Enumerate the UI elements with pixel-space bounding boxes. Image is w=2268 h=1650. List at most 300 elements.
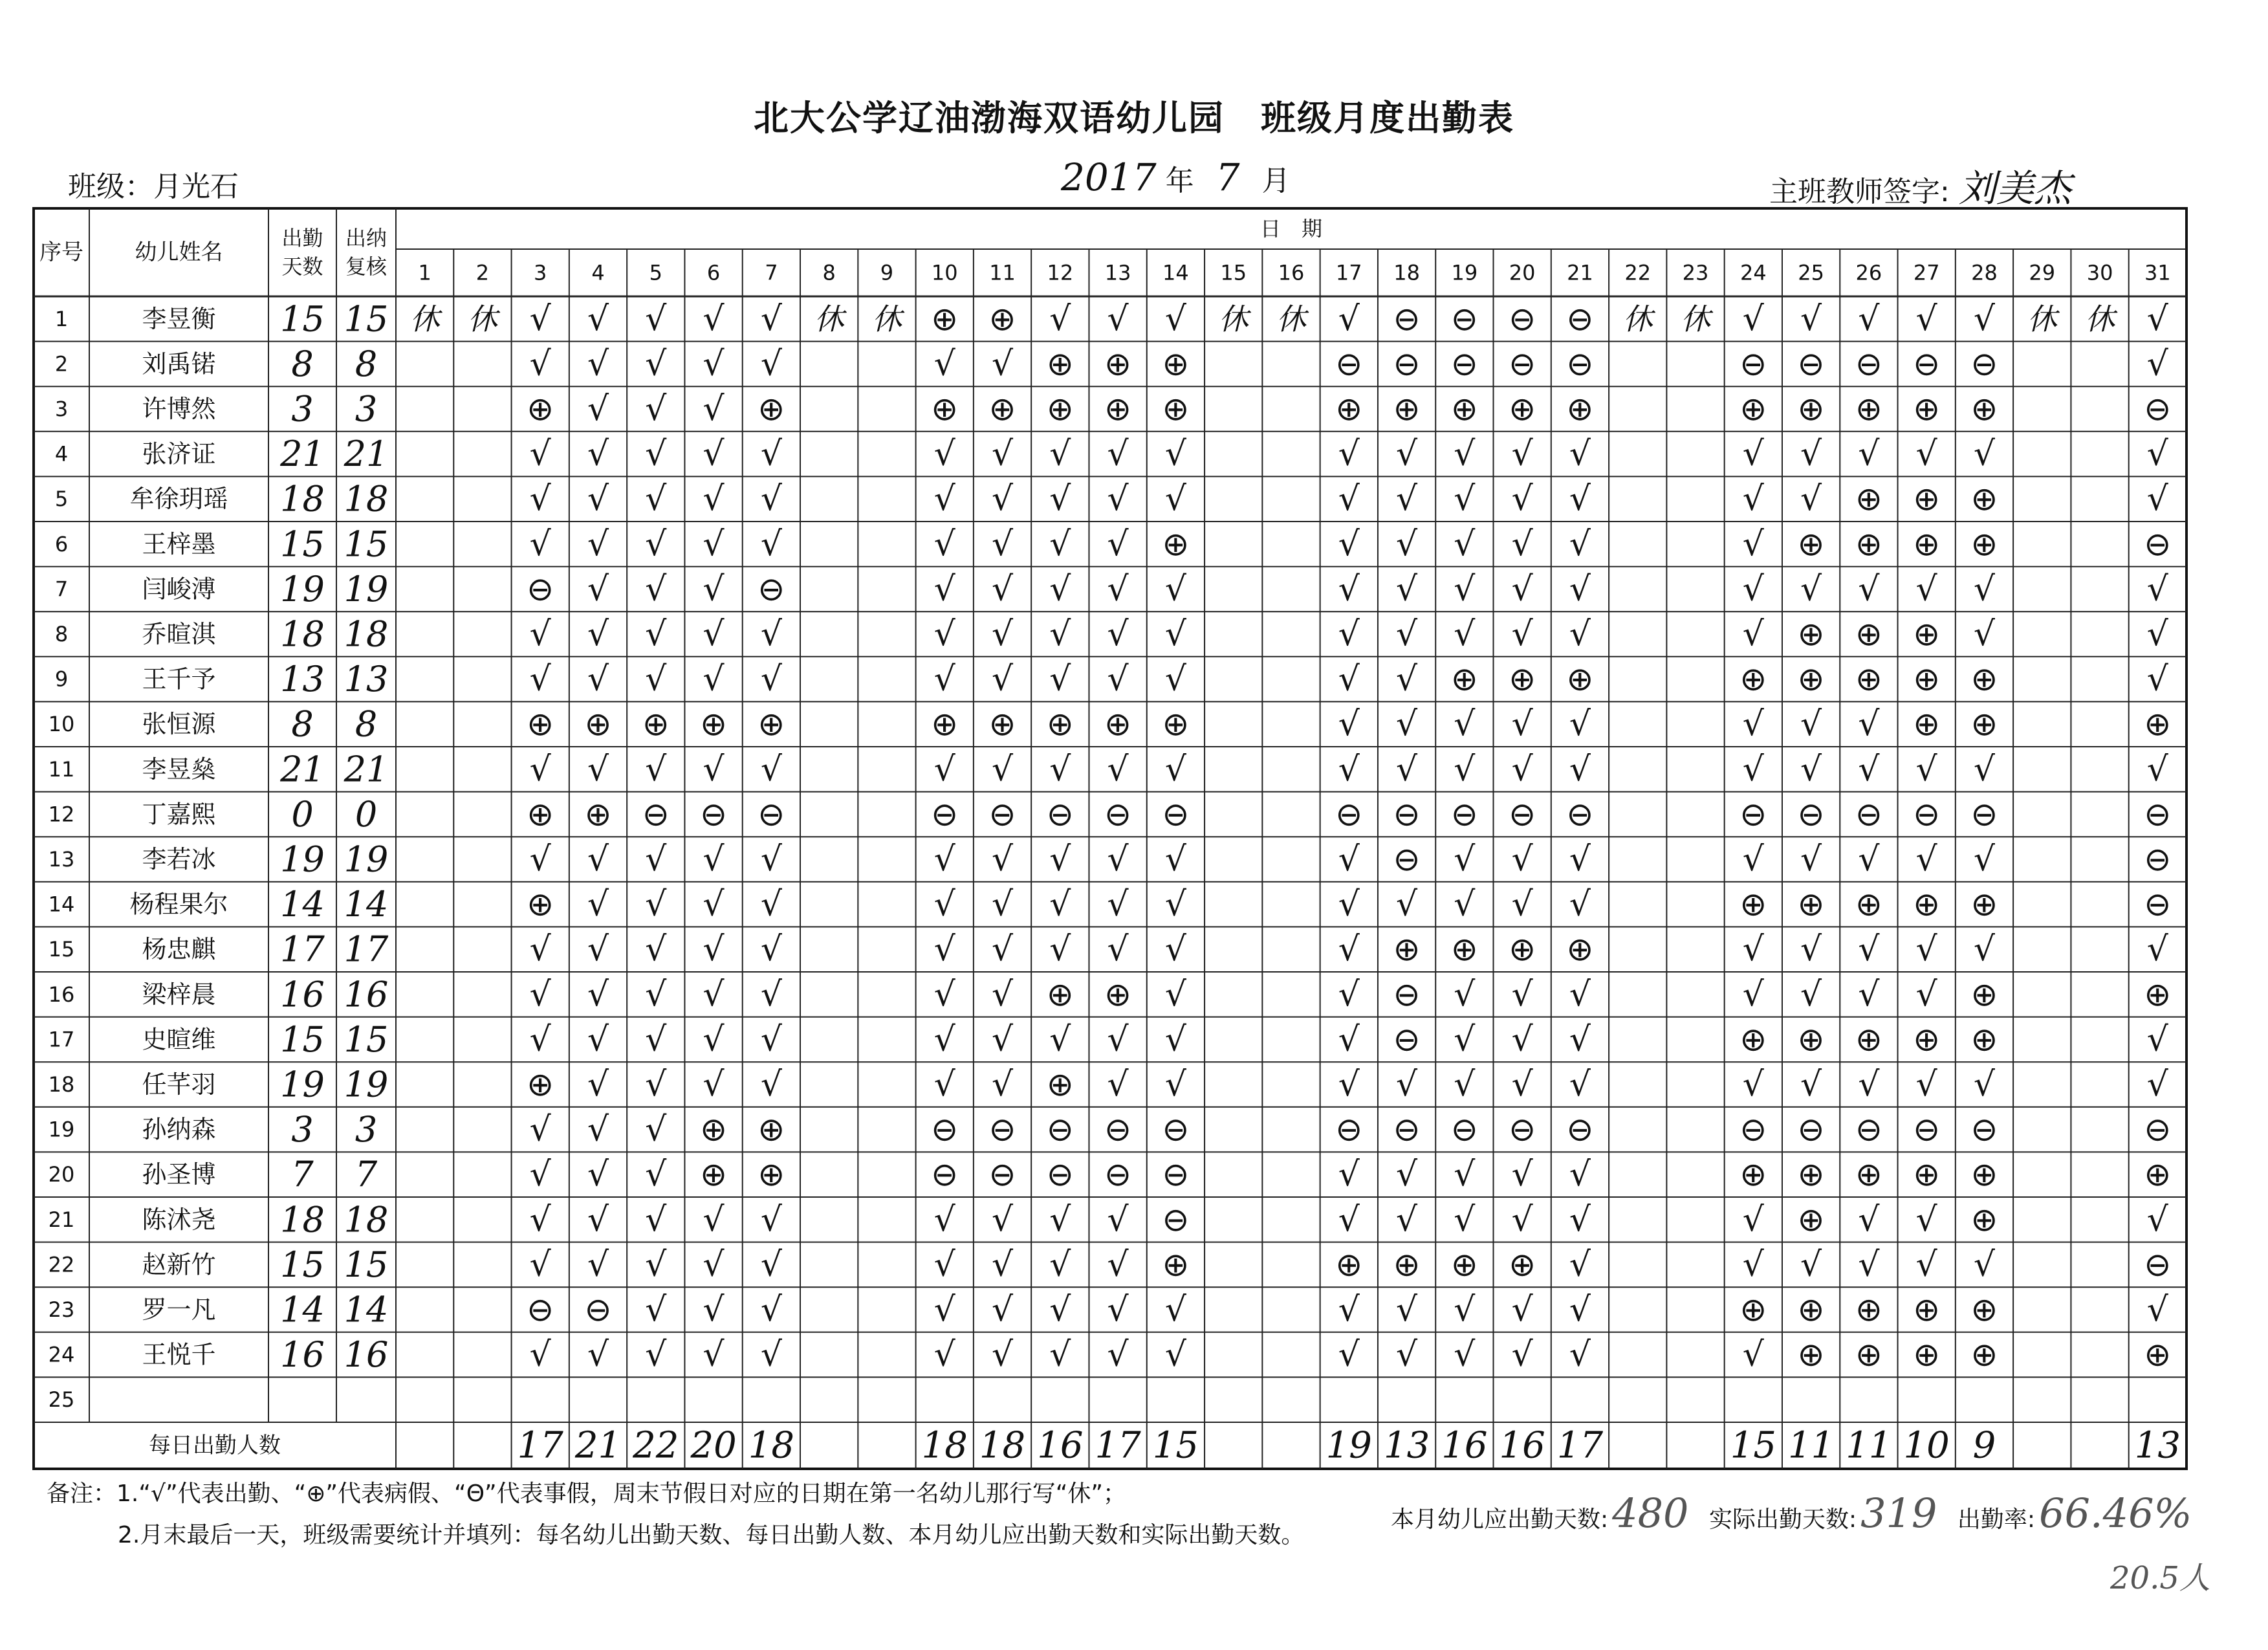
present-mark: √ — [1858, 1065, 1880, 1104]
daily-total-value: 22 — [633, 1424, 679, 1467]
date-number: 4 — [591, 260, 605, 285]
present-mark: √ — [933, 749, 955, 789]
present-mark: √ — [703, 434, 725, 474]
personal-leave-mark: ⊖ — [1509, 345, 1536, 383]
present-mark: √ — [760, 974, 782, 1014]
present-mark: √ — [1915, 840, 1937, 879]
personal-leave-mark: ⊖ — [1739, 795, 1767, 833]
personal-leave-mark: ⊖ — [527, 570, 554, 608]
row-seq: 10 — [48, 712, 75, 737]
personal-leave-mark: ⊖ — [1046, 1110, 1074, 1149]
personal-leave-mark: ⊖ — [931, 1110, 959, 1149]
sick-leave-mark: ⊕ — [1450, 1246, 1478, 1284]
present-mark: √ — [1107, 479, 1129, 519]
present-mark: √ — [933, 840, 955, 879]
personal-leave-mark: ⊖ — [1393, 841, 1421, 878]
present-mark: √ — [1396, 705, 1418, 744]
sick-leave-mark: ⊕ — [1855, 525, 1882, 563]
present-mark: √ — [587, 434, 609, 474]
sick-leave-mark: ⊕ — [1970, 1200, 1998, 1238]
sick-leave-mark: ⊕ — [1393, 930, 1421, 969]
present-mark: √ — [645, 930, 667, 969]
present-mark: √ — [1164, 1020, 1186, 1059]
daily-total-value: 15 — [1730, 1424, 1776, 1467]
present-mark: √ — [587, 344, 609, 384]
present-mark: √ — [529, 524, 551, 564]
present-mark: √ — [1164, 749, 1186, 789]
sick-leave-mark: ⊕ — [1913, 885, 1941, 923]
attendance-days: 18 — [280, 613, 325, 655]
present-mark: √ — [991, 840, 1014, 879]
row-seq: 6 — [54, 531, 69, 556]
present-mark: √ — [991, 930, 1014, 969]
present-mark: √ — [703, 344, 725, 384]
present-mark: √ — [1858, 1200, 1880, 1239]
sick-leave-mark: ⊕ — [1104, 975, 1132, 1013]
present-mark: √ — [1569, 1335, 1591, 1374]
row-seq: 15 — [48, 937, 75, 962]
sick-leave-mark: ⊕ — [1797, 1336, 1825, 1374]
sick-leave-mark: ⊕ — [1739, 1156, 1767, 1194]
date-number: 27 — [1913, 260, 1940, 285]
present-mark: √ — [933, 479, 955, 519]
sick-leave-mark: ⊕ — [2144, 1336, 2172, 1374]
present-mark: √ — [1742, 749, 1764, 789]
sick-leave-mark: ⊕ — [1913, 705, 1941, 743]
child-name: 刘禹锘 — [142, 349, 216, 379]
sick-leave-mark: ⊕ — [1797, 1156, 1825, 1194]
present-mark: √ — [1396, 1335, 1418, 1374]
personal-leave-mark: ⊖ — [527, 1291, 554, 1328]
sick-leave-mark: ⊕ — [2144, 705, 2172, 743]
row-seq: 18 — [48, 1072, 75, 1097]
present-mark: √ — [1511, 749, 1533, 789]
present-mark: √ — [703, 749, 725, 789]
present-mark: √ — [1511, 569, 1533, 609]
present-mark: √ — [645, 344, 667, 384]
present-mark: √ — [1742, 434, 1764, 474]
personal-leave-mark: ⊖ — [1566, 300, 1594, 338]
present-mark: √ — [1107, 659, 1129, 699]
personal-leave-mark: ⊖ — [2144, 841, 2172, 878]
daily-total-label: 每日出勤人数 — [149, 1433, 281, 1458]
personal-leave-mark: ⊖ — [1393, 345, 1421, 383]
present-mark: √ — [1800, 749, 1822, 789]
sick-leave-mark: ⊕ — [1739, 885, 1767, 923]
sick-leave-mark: ⊕ — [700, 1110, 728, 1149]
present-mark: √ — [991, 659, 1014, 699]
row-seq: 24 — [48, 1342, 75, 1367]
daily-total-value: 16 — [1037, 1424, 1084, 1467]
review-days: 13 — [343, 659, 389, 700]
present-mark: √ — [1569, 885, 1591, 924]
attendance-days: 15 — [280, 523, 325, 565]
present-mark: √ — [1338, 840, 1360, 879]
personal-leave-mark: ⊖ — [1104, 795, 1132, 833]
personal-leave-mark: ⊖ — [1393, 300, 1421, 338]
page-title: 北大公学辽油渤海双语幼儿园 班级月度出勤表 — [754, 98, 1514, 138]
present-mark: √ — [1049, 749, 1071, 789]
present-mark: √ — [1107, 749, 1129, 789]
present-mark: √ — [645, 1200, 667, 1239]
daily-total-value: 9 — [1972, 1424, 1996, 1467]
attendance-days: 8 — [291, 703, 314, 745]
present-mark: √ — [991, 1200, 1014, 1239]
present-mark: √ — [1338, 974, 1360, 1014]
date-number: 22 — [1624, 260, 1652, 285]
present-mark: √ — [933, 524, 955, 564]
present-mark: √ — [529, 1155, 551, 1194]
sick-leave-mark: ⊕ — [1739, 390, 1767, 428]
present-mark: √ — [1338, 569, 1360, 609]
present-mark: √ — [587, 885, 609, 924]
present-mark: √ — [1454, 749, 1476, 789]
present-mark: √ — [760, 299, 782, 338]
child-name: 王悦千 — [142, 1340, 216, 1369]
teacher-label: 主班教师签字: — [1769, 175, 1950, 208]
present-mark: √ — [2146, 299, 2168, 338]
present-mark: √ — [933, 615, 955, 654]
present-mark: √ — [1742, 615, 1764, 654]
date-number: 10 — [931, 260, 958, 285]
present-mark: √ — [1511, 524, 1533, 564]
child-name: 张恒源 — [142, 710, 216, 739]
sick-leave-mark: ⊕ — [1450, 390, 1478, 428]
present-mark: √ — [645, 1155, 667, 1194]
present-mark: √ — [991, 479, 1014, 519]
attendance-days: 19 — [280, 568, 325, 610]
daily-total-value: 18 — [748, 1424, 795, 1467]
present-mark: √ — [1396, 1290, 1418, 1329]
present-mark: √ — [1164, 479, 1186, 519]
present-mark: √ — [2146, 930, 2168, 969]
personal-leave-mark: ⊖ — [1335, 1110, 1363, 1149]
daily-total-value: 16 — [1499, 1424, 1545, 1467]
present-mark: √ — [1164, 1335, 1186, 1374]
sick-leave-mark: ⊕ — [1797, 390, 1825, 428]
review-days: 15 — [343, 523, 389, 565]
present-mark: √ — [703, 930, 725, 969]
review-days: 18 — [343, 613, 389, 655]
present-mark: √ — [1338, 1335, 1360, 1374]
personal-leave-mark: ⊖ — [1450, 345, 1478, 383]
present-mark: √ — [991, 524, 1014, 564]
date-number: 30 — [2086, 260, 2113, 285]
present-mark: √ — [2146, 615, 2168, 654]
present-mark: √ — [703, 659, 725, 699]
date-number: 24 — [1739, 260, 1767, 285]
sick-leave-mark: ⊕ — [1450, 930, 1478, 969]
daily-total-value: 18 — [921, 1424, 968, 1467]
present-mark: √ — [1338, 524, 1360, 564]
present-mark: √ — [1107, 1200, 1129, 1239]
date-number: 16 — [1278, 260, 1305, 285]
personal-leave-mark: ⊖ — [1046, 795, 1074, 833]
present-mark: √ — [1915, 1065, 1937, 1104]
personal-leave-mark: ⊖ — [1509, 300, 1536, 338]
child-name: 梁梓晨 — [142, 980, 216, 1009]
sick-leave-mark: ⊕ — [988, 300, 1016, 338]
present-mark: √ — [2146, 749, 2168, 789]
personal-leave-mark: ⊖ — [1162, 1156, 1190, 1194]
personal-leave-mark: ⊖ — [2144, 885, 2172, 923]
present-mark: √ — [703, 1200, 725, 1239]
review-days: 14 — [343, 1289, 389, 1330]
personal-leave-mark: ⊖ — [2144, 390, 2172, 428]
present-mark: √ — [529, 479, 551, 519]
present-mark: √ — [1511, 1020, 1533, 1059]
present-mark: √ — [1800, 1065, 1822, 1104]
attendance-days: 16 — [280, 974, 325, 1015]
present-mark: √ — [2146, 1200, 2168, 1239]
present-mark: √ — [587, 974, 609, 1014]
present-mark: √ — [991, 1245, 1014, 1284]
present-mark: √ — [1800, 569, 1822, 609]
attendance-days: 18 — [280, 478, 325, 520]
present-mark: √ — [1107, 569, 1129, 609]
date-number: 29 — [2029, 260, 2056, 285]
sick-leave-mark: ⊕ — [1913, 390, 1941, 428]
present-mark: √ — [587, 1245, 609, 1284]
present-mark: √ — [1164, 569, 1186, 609]
present-mark: √ — [1396, 434, 1418, 474]
sick-leave-mark: ⊕ — [1855, 615, 1882, 653]
child-name: 王梓墨 — [142, 529, 216, 558]
personal-leave-mark: ⊖ — [1450, 795, 1478, 833]
row-seq: 2 — [54, 351, 69, 377]
attendance-days: 15 — [280, 1244, 325, 1285]
present-mark: √ — [645, 569, 667, 609]
review-days: 8 — [354, 343, 378, 384]
row-seq: 4 — [54, 441, 69, 467]
child-name: 许博然 — [142, 395, 216, 423]
present-mark: √ — [1973, 615, 1996, 654]
child-name: 乔暄淇 — [142, 620, 216, 648]
row-seq: 5 — [54, 487, 69, 512]
sick-leave-mark: ⊕ — [1797, 525, 1825, 563]
date-number: 14 — [1162, 260, 1189, 285]
sick-leave-mark: ⊕ — [931, 390, 959, 428]
sick-leave-mark: ⊕ — [1162, 1246, 1190, 1284]
sick-leave-mark: ⊕ — [1855, 1020, 1882, 1059]
present-mark: √ — [1511, 1290, 1533, 1329]
present-mark: √ — [1049, 479, 1071, 519]
present-mark: √ — [529, 930, 551, 969]
present-mark: √ — [1049, 615, 1071, 654]
personal-leave-mark: ⊖ — [1797, 795, 1825, 833]
attendance-days: 13 — [280, 659, 325, 700]
present-mark: √ — [587, 749, 609, 789]
present-mark: √ — [933, 434, 955, 474]
present-mark: √ — [1454, 1290, 1476, 1329]
date-number: 17 — [1335, 260, 1362, 285]
present-mark: √ — [645, 299, 667, 338]
daily-total-value: 13 — [1383, 1424, 1430, 1467]
present-mark: √ — [1107, 524, 1129, 564]
present-mark: √ — [1107, 434, 1129, 474]
personal-leave-mark: ⊖ — [1913, 795, 1941, 833]
note-line-1: 备注：1.“√”代表出勤、“⊕”代表病假、“Θ”代表事假，周末节假日对应的日期在第一名幼儿那行写“休”； — [47, 1480, 1126, 1507]
present-mark: √ — [1049, 1290, 1071, 1329]
present-mark: √ — [587, 1020, 609, 1059]
attendance-days: 8 — [291, 343, 314, 384]
present-mark: √ — [645, 659, 667, 699]
present-mark: √ — [1396, 1155, 1418, 1194]
personal-leave-mark: ⊖ — [931, 795, 959, 833]
weekend-mark: 休 — [2085, 301, 2115, 336]
present-mark: √ — [1164, 840, 1186, 879]
present-mark: √ — [1338, 930, 1360, 969]
present-mark: √ — [1858, 930, 1880, 969]
present-mark: √ — [529, 615, 551, 654]
present-mark: √ — [1049, 659, 1071, 699]
personal-leave-mark: ⊖ — [2144, 525, 2172, 563]
header-review: 复核 — [345, 254, 387, 279]
daily-total-value: 16 — [1441, 1424, 1488, 1467]
sick-leave-mark: ⊕ — [1335, 1246, 1363, 1284]
present-mark: √ — [1396, 479, 1418, 519]
sick-leave-mark: ⊕ — [1970, 975, 1998, 1013]
personal-leave-mark: ⊖ — [988, 1110, 1016, 1149]
personal-leave-mark: ⊖ — [1566, 1110, 1594, 1149]
present-mark: √ — [645, 1110, 667, 1149]
present-mark: √ — [2146, 1065, 2168, 1104]
daily-total-value: 17 — [1556, 1424, 1604, 1467]
sick-leave-mark: ⊕ — [1913, 1291, 1941, 1328]
present-mark: √ — [1164, 1290, 1186, 1329]
present-mark: √ — [645, 1065, 667, 1104]
personal-leave-mark: ⊖ — [1913, 1110, 1941, 1149]
personal-leave-mark: ⊖ — [758, 795, 785, 833]
review-days: 21 — [343, 434, 389, 475]
sick-leave-mark: ⊕ — [1913, 1020, 1941, 1059]
sick-leave-mark: ⊕ — [584, 795, 612, 833]
present-mark: √ — [2146, 569, 2168, 609]
present-mark: √ — [760, 749, 782, 789]
expected-days-label: 本月幼儿应出勤天数: — [1391, 1506, 1609, 1533]
date-number: 1 — [418, 260, 431, 285]
present-mark: √ — [1396, 615, 1418, 654]
present-mark: √ — [1338, 749, 1360, 789]
attendance-days: 18 — [280, 1199, 325, 1240]
row-seq: 8 — [54, 622, 69, 646]
present-mark: √ — [1338, 1020, 1360, 1059]
sick-leave-mark: ⊕ — [2144, 1156, 2172, 1194]
personal-leave-mark: ⊖ — [1855, 345, 1882, 383]
present-mark: √ — [991, 749, 1014, 789]
present-mark: √ — [1049, 1335, 1071, 1374]
sick-leave-mark: ⊕ — [1970, 1336, 1998, 1374]
present-mark: √ — [2146, 479, 2168, 519]
present-mark: √ — [1742, 974, 1764, 1014]
review-days: 3 — [354, 1109, 378, 1150]
present-mark: √ — [1454, 885, 1476, 924]
child-name: 孙圣博 — [142, 1160, 216, 1189]
child-name: 杨程果尔 — [129, 890, 228, 919]
personal-leave-mark: ⊖ — [1509, 795, 1536, 833]
present-mark: √ — [1569, 1245, 1591, 1284]
sick-leave-mark: ⊕ — [1970, 1020, 1998, 1059]
sick-leave-mark: ⊕ — [527, 390, 554, 428]
present-mark: √ — [991, 615, 1014, 654]
date-number: 23 — [1682, 260, 1709, 285]
present-mark: √ — [1338, 1065, 1360, 1104]
daily-total-value: 10 — [1903, 1424, 1950, 1467]
personal-leave-mark: ⊖ — [1393, 975, 1421, 1013]
present-mark: √ — [760, 1335, 782, 1374]
present-mark: √ — [645, 974, 667, 1014]
present-mark: √ — [1049, 930, 1071, 969]
personal-leave-mark: ⊖ — [1162, 1110, 1190, 1149]
attendance-days: 19 — [280, 839, 325, 880]
present-mark: √ — [529, 1020, 551, 1059]
present-mark: √ — [1164, 974, 1186, 1014]
present-mark: √ — [991, 344, 1014, 384]
present-mark: √ — [1800, 1245, 1822, 1284]
child-name: 李若冰 — [142, 845, 216, 874]
sick-leave-mark: ⊕ — [1162, 390, 1190, 428]
sick-leave-mark: ⊕ — [1739, 1291, 1767, 1328]
present-mark: √ — [1511, 1065, 1533, 1104]
present-mark: √ — [587, 524, 609, 564]
present-mark: √ — [1164, 615, 1186, 654]
present-mark: √ — [933, 1020, 955, 1059]
month-unit: 月 — [1261, 164, 1291, 197]
present-mark: √ — [760, 930, 782, 969]
class-label: 班级：月光石 — [68, 170, 239, 203]
present-mark: √ — [991, 1020, 1014, 1059]
child-name: 李昱衡 — [142, 304, 216, 333]
row-seq: 1 — [54, 306, 69, 331]
child-name: 张济证 — [142, 439, 216, 468]
row-seq: 23 — [48, 1297, 75, 1322]
present-mark: √ — [587, 615, 609, 654]
sick-leave-mark: ⊕ — [1739, 1020, 1767, 1059]
sick-leave-mark: ⊕ — [758, 705, 785, 743]
present-mark: √ — [991, 1335, 1014, 1374]
attendance-days: 21 — [280, 434, 325, 475]
sick-leave-mark: ⊕ — [988, 390, 1016, 428]
daily-total-value: 19 — [1325, 1424, 1372, 1467]
rate-label: 出勤率: — [1957, 1506, 2036, 1533]
present-mark: √ — [991, 1065, 1014, 1104]
extra-note: 20.5人 — [2110, 1560, 2210, 1596]
daily-total-value: 18 — [979, 1424, 1026, 1467]
present-mark: √ — [529, 659, 551, 699]
present-mark: √ — [587, 1155, 609, 1194]
sick-leave-mark: ⊕ — [1509, 660, 1536, 698]
present-mark: √ — [1800, 974, 1822, 1014]
present-mark: √ — [1915, 1245, 1937, 1284]
present-mark: √ — [1511, 434, 1533, 474]
present-mark: √ — [933, 569, 955, 609]
present-mark: √ — [1454, 974, 1476, 1014]
present-mark: √ — [1107, 930, 1129, 969]
present-mark: √ — [645, 434, 667, 474]
present-mark: √ — [1049, 299, 1071, 338]
personal-leave-mark: ⊖ — [1104, 1110, 1132, 1149]
sick-leave-mark: ⊕ — [2144, 975, 2172, 1013]
review-days: 7 — [354, 1154, 378, 1195]
row-seq: 19 — [48, 1117, 75, 1142]
personal-leave-mark: ⊖ — [584, 1291, 612, 1328]
personal-leave-mark: ⊖ — [1913, 345, 1941, 383]
present-mark: √ — [1858, 705, 1880, 744]
year-value: 2017 — [1061, 155, 1157, 199]
present-mark: √ — [1049, 1020, 1071, 1059]
row-seq: 22 — [48, 1252, 75, 1277]
present-mark: √ — [587, 569, 609, 609]
